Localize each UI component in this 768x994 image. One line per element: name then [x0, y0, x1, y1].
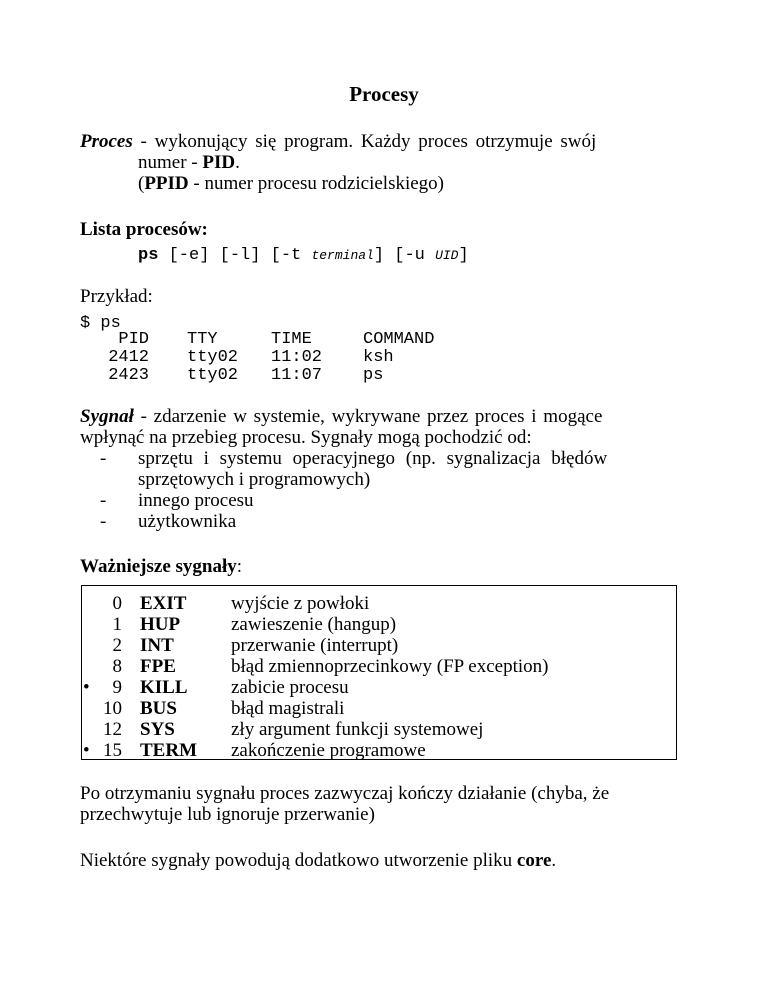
signal-description: zawieszenie (hangup) [231, 614, 397, 635]
ppid-text: - numer procesu rodzicielskiego) [188, 173, 445, 194]
source-item-user: użytkownika [138, 511, 237, 532]
ps-output-table [80, 331, 434, 385]
signal-definition-line1 [80, 406, 678, 427]
ppid-open: ( [138, 173, 145, 194]
signal-description: zły argument funkcji systemowej [231, 719, 484, 740]
signal-number: 8 [112, 656, 122, 677]
signal-description: wyjście z powłoki [231, 593, 370, 614]
signal-name: HUP [140, 614, 181, 635]
signal-row-kill [82, 677, 678, 697]
signal-number: 2 [112, 635, 122, 656]
signal-number: 10 [103, 698, 122, 719]
ps-cell-time: 11:02 [271, 348, 323, 367]
signal-name: SYS [140, 719, 175, 740]
page-title: Procesy [349, 82, 419, 106]
signal-description: błąd magistrali [231, 698, 345, 719]
core-file-term: core [516, 850, 552, 871]
ps-output-header [80, 331, 434, 349]
signal-name: KILL [140, 677, 188, 698]
important-signals-heading-colon: : [236, 556, 243, 577]
signal-definition-text: - zdarzenie w systemie, wykrywane przez proces i mogące [133, 406, 603, 427]
ps-cell-command: ps [363, 366, 384, 385]
core-note-suffix: . [551, 850, 557, 871]
signal-bullet: • [83, 677, 90, 698]
ps-header-command: COMMAND [363, 330, 435, 349]
example-label: Przykład: [80, 286, 153, 307]
signal-row-sys [82, 719, 678, 739]
signal-row-exit [82, 593, 678, 613]
signal-row-fpe [82, 656, 678, 676]
signal-name: FPE [140, 656, 176, 677]
important-signals-heading-text: Ważniejsze sygnały [80, 556, 237, 577]
process-definition-line1 [80, 131, 678, 152]
ps-output-row [80, 349, 434, 367]
signal-description: błąd zmiennoprzecinkowy (FP exception) [231, 656, 549, 677]
process-definition-text: - wykonujący się program. Każdy proces otrzymuje swój [132, 131, 597, 152]
ps-syntax [138, 245, 469, 266]
signal-term: Sygnał [80, 406, 134, 427]
pid-prefix: numer - [138, 152, 203, 173]
signal-name: TERM [140, 740, 197, 761]
ps-command: ps [138, 246, 159, 265]
signals-table [81, 585, 677, 760]
example-prompt: $ ps [80, 314, 121, 333]
signal-description: zakończenie programowe [231, 740, 426, 761]
ps-cell-command: ksh [363, 348, 394, 367]
ps-output-row [80, 367, 434, 385]
pid-term: PID [202, 152, 236, 173]
signal-row-int [82, 635, 678, 655]
process-term: Proces [80, 131, 133, 152]
source-dash: - [100, 490, 107, 511]
process-definition-line2 [138, 152, 678, 173]
ps-cell-tty: tty02 [187, 366, 239, 385]
source-item-hardware-line1: sprzętu i systemu operacyjnego (np. sygnalizacja błędów [138, 448, 608, 469]
core-note [80, 850, 678, 871]
after-signal-line2: przechwytuje lub ignoruje przerwanie) [80, 804, 375, 825]
signal-row-hup [82, 614, 678, 634]
process-list-heading: Lista procesów: [80, 219, 208, 240]
source-item-process: innego procesu [138, 490, 254, 511]
signal-row-term [82, 740, 678, 760]
ppid-term: PPID [144, 173, 189, 194]
core-note-text: Niektóre sygnały powodują dodatkowo utworzenie pliku [80, 850, 517, 871]
ps-cell-tty: tty02 [187, 348, 239, 367]
important-signals-heading [80, 556, 678, 577]
signal-bullet: • [83, 740, 90, 761]
signal-number: 0 [112, 593, 122, 614]
ps-header-pid: PID [118, 330, 149, 349]
signal-number: 1 [112, 614, 122, 635]
process-definition-line3 [138, 173, 678, 194]
ps-options-2: ] [-u [373, 246, 436, 265]
ps-options-3: ] [458, 246, 469, 265]
ps-cell-time: 11:07 [271, 366, 323, 385]
source-dash: - [100, 448, 107, 469]
signal-row-bus [82, 698, 678, 718]
after-signal-line1: Po otrzymaniu sygnału proces zazwyczaj kończy działanie (chyba, że [80, 783, 610, 804]
ps-header-tty: TTY [187, 330, 218, 349]
ps-options-1: [-e] [-l] [-t [158, 246, 312, 265]
signal-description: zabicie procesu [231, 677, 349, 698]
ps-arg-uid: UID [435, 248, 459, 263]
ps-header-time: TIME [271, 330, 312, 349]
signal-name: BUS [140, 698, 177, 719]
signal-name: EXIT [140, 593, 187, 614]
signal-name: INT [140, 635, 174, 656]
signal-number: 15 [103, 740, 122, 761]
signal-number: 9 [112, 677, 122, 698]
ps-arg-terminal: terminal [311, 248, 374, 263]
pid-suffix: . [235, 152, 240, 173]
ps-cell-pid: 2423 [108, 366, 149, 385]
signal-definition-line2: wpłynąć na przebieg procesu. Sygnały mogą pochodzić od: [80, 427, 532, 448]
signal-number: 12 [103, 719, 122, 740]
ps-cell-pid: 2412 [108, 348, 149, 367]
signal-description: przerwanie (interrupt) [231, 635, 399, 656]
source-item-hardware-line2: sprzętowych i programowych) [138, 469, 371, 490]
source-dash: - [100, 511, 107, 532]
